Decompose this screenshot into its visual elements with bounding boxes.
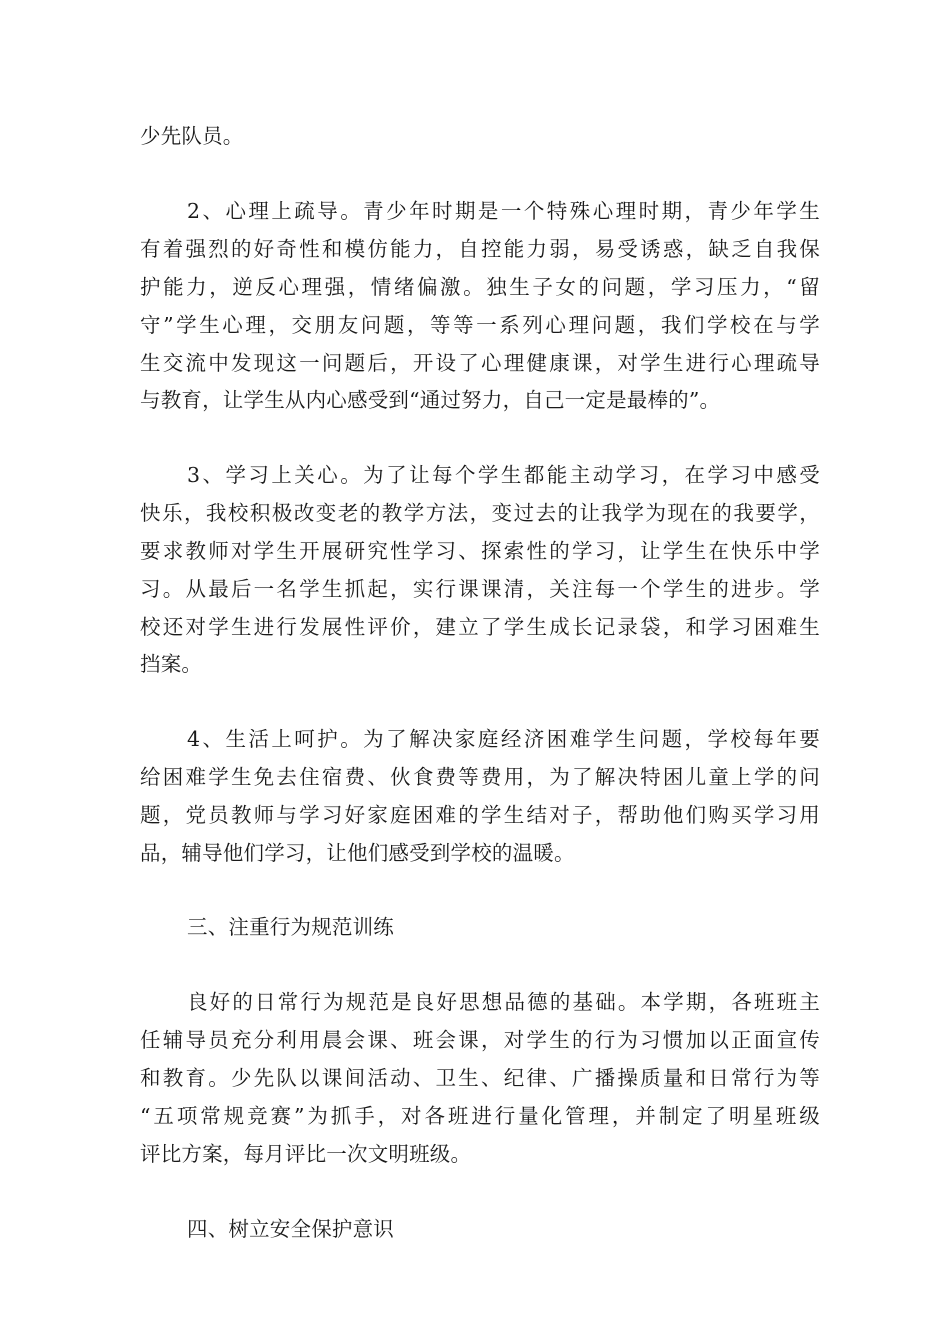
paragraph-line: 和教育。少先队以课间活动、卫生、纪律、广播操质量和日常行为等 bbox=[140, 1066, 820, 1090]
paragraph-line: 习。从最后一名学生抓起，实行课课清，关注每一个学生的进步。学 bbox=[140, 577, 820, 601]
paragraph-line: 题，党员教师与学习好家庭困难的学生结对子，帮助他们购买学习用 bbox=[140, 803, 820, 827]
paragraph-line: 护能力，逆反心理强，情绪偏激。独生子女的问题，学习压力，“留 bbox=[140, 275, 820, 299]
paragraph-line: 任辅导员充分利用晨会课、班会课，对学生的行为习惯加以正面宣传 bbox=[140, 1028, 820, 1052]
paragraph-line: 3、学习上关心。为了让每个学生都能主动学习，在学习中感受 bbox=[187, 463, 820, 487]
paragraph-line: 守”学生心理，交朋友问题，等等一系列心理问题，我们学校在与学 bbox=[140, 313, 820, 337]
paragraph-line: 校还对学生进行发展性评价，建立了学生成长记录袋，和学习困难生 bbox=[140, 615, 820, 639]
paragraph-line: 少先队员。 bbox=[140, 124, 244, 148]
paragraph-line: 2、心理上疏导。青少年时期是一个特殊心理时期，青少年学生 bbox=[187, 199, 820, 223]
paragraph-line: 给困难学生免去住宿费、伙食费等费用，为了解决特困儿童上学的问 bbox=[140, 765, 820, 789]
paragraph-line: 品，辅导他们学习，让他们感受到学校的温暖。 bbox=[140, 841, 575, 865]
paragraph-line: 快乐，我校积极改变老的教学方法，变过去的让我学为现在的我要学， bbox=[140, 501, 820, 525]
paragraph-line: 与教育，让学生从内心感受到“通过努力，自己一定是最棒的”。 bbox=[140, 388, 721, 412]
section-heading: 三、注重行为规范训练 bbox=[187, 915, 394, 939]
paragraph-line: 评比方案，每月评比一次文明班级。 bbox=[140, 1142, 472, 1166]
paragraph-line: 要求教师对学生开展研究性学习、探索性的学习，让学生在快乐中学 bbox=[140, 539, 820, 563]
paragraph-line: 良好的日常行为规范是良好思想品德的基础。本学期，各班班主 bbox=[187, 990, 820, 1014]
paragraph-line: 生交流中发现这一问题后，开设了心理健康课，对学生进行心理疏导 bbox=[140, 351, 820, 375]
section-heading: 四、树立安全保护意识 bbox=[187, 1217, 394, 1241]
paragraph-line: 4、生活上呵护。为了解决家庭经济困难学生问题，学校每年要 bbox=[187, 727, 820, 751]
paragraph-line: 有着强烈的好奇性和模仿能力，自控能力弱，易受诱惑，缺乏自我保 bbox=[140, 237, 820, 261]
paragraph-line: 挡案。 bbox=[140, 652, 203, 676]
paragraph-line: “五项常规竞赛”为抓手，对各班进行量化管理，并制定了明星班级 bbox=[140, 1104, 820, 1128]
